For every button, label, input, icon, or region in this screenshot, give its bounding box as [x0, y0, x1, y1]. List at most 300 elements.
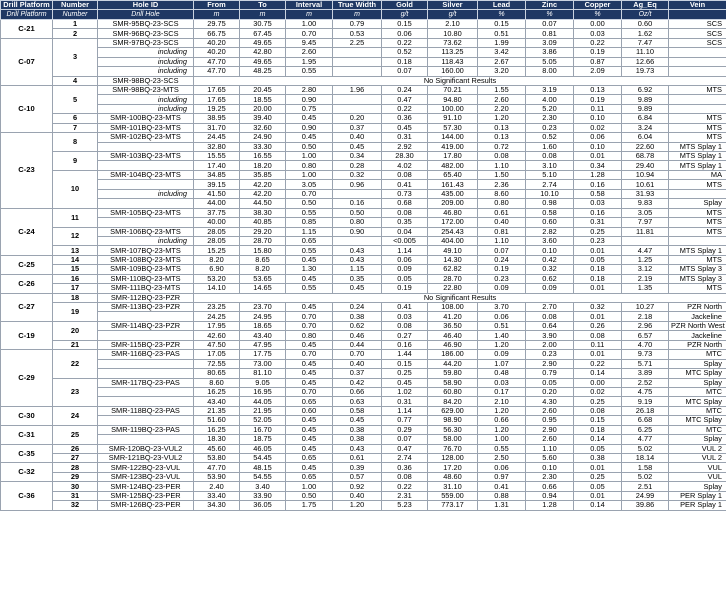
cell-vein: Splay	[669, 482, 726, 491]
cell-copper: 0.18	[574, 425, 622, 434]
cell-hole-id: SMR-108BQ-23-MTS	[98, 255, 194, 264]
cell-silver: 36.50	[428, 321, 478, 330]
cell-hole-id: SMR-113BQ-23-PZR	[98, 303, 194, 312]
cell-number: 8	[53, 133, 98, 152]
cell-ag-eq: 10.27	[622, 303, 669, 312]
cell-silver: 49.10	[428, 246, 478, 255]
cell-interval: 0.45	[286, 463, 333, 472]
table-row	[1, 491, 726, 500]
table-row	[1, 435, 726, 444]
cell-to: 42.20	[240, 189, 286, 198]
cell-copper: 0.11	[574, 340, 622, 349]
cell-copper: 0.31	[574, 218, 622, 227]
cell-copper: 0.10	[574, 142, 622, 151]
cell-hole-id	[98, 397, 194, 406]
cell-vein: Splay	[669, 359, 726, 368]
col-header-number: Number	[53, 1, 98, 10]
cell-ag-eq: 6.92	[622, 85, 669, 94]
cell-copper: 0.22	[574, 38, 622, 47]
results-body	[1, 19, 726, 510]
cell-zinc: 8.00	[526, 67, 574, 76]
cell-zinc: 0.10	[526, 246, 574, 255]
cell-lead: 0.09	[478, 284, 526, 293]
cell-hole-id: SMR-96BQ-23-SCS	[98, 29, 194, 38]
cell-zinc: 0.62	[526, 274, 574, 283]
unit-gold: g/t	[382, 10, 428, 19]
cell-copper: 0.14	[574, 501, 622, 510]
cell-gold: 0.22	[382, 104, 428, 113]
cell-true-width: 0.43	[333, 444, 382, 453]
cell-gold: 0.08	[382, 208, 428, 217]
cell-gold: 0.08	[382, 472, 428, 481]
cell-from: 17.65	[194, 95, 240, 104]
cell-hole-id: SMR-119BQ-23-PAS	[98, 425, 194, 434]
cell-hole-id	[98, 369, 194, 378]
cell-interval: 0.45	[286, 255, 333, 264]
cell-gold: 0.47	[382, 95, 428, 104]
cell-silver: 65.40	[428, 170, 478, 179]
table-row	[1, 161, 726, 170]
cell-number: 31	[53, 491, 98, 500]
cell-lead: 1.07	[478, 359, 526, 368]
cell-silver: 209.00	[428, 199, 478, 208]
cell-gold: 28.30	[382, 152, 428, 161]
cell-to: 42.20	[240, 180, 286, 189]
cell-silver: 56.30	[428, 425, 478, 434]
cell-true-width	[333, 104, 382, 113]
cell-true-width: 0.38	[333, 425, 382, 434]
cell-to: 20.45	[240, 85, 286, 94]
cell-silver: 58.00	[428, 435, 478, 444]
cell-interval: 0.45	[286, 435, 333, 444]
cell-from: 53.80	[194, 454, 240, 463]
cell-zinc: 2.60	[526, 435, 574, 444]
cell-zinc: 0.09	[526, 284, 574, 293]
cell-number: 20	[53, 321, 98, 340]
cell-from: 31.70	[194, 123, 240, 132]
cell-true-width	[333, 48, 382, 57]
cell-true-width: 0.28	[333, 161, 382, 170]
cell-ag-eq: 11.10	[622, 48, 669, 57]
cell-from: 47.70	[194, 463, 240, 472]
cell-hole-id: including	[98, 57, 194, 66]
table-row	[1, 29, 726, 38]
cell-copper: 0.32	[574, 303, 622, 312]
cell-zinc: 2.90	[526, 425, 574, 434]
cell-drill-platform: C-24	[1, 208, 53, 255]
cell-ag-eq: 5.71	[622, 359, 669, 368]
cell-lead: 0.06	[478, 312, 526, 321]
unit-zinc: %	[526, 10, 574, 19]
cell-vein	[669, 236, 726, 245]
cell-drill-platform: C-30	[1, 406, 53, 425]
cell-vein: MTC	[669, 350, 726, 359]
cell-from: 24.25	[194, 312, 240, 321]
cell-from: 34.30	[194, 501, 240, 510]
cell-gold: 0.45	[382, 123, 428, 132]
cell-silver: 161.43	[428, 180, 478, 189]
cell-drill-platform: C-07	[1, 38, 53, 85]
col-header-from: From	[194, 1, 240, 10]
cell-copper: 0.03	[574, 29, 622, 38]
unit-vein	[669, 10, 726, 19]
cell-hole-id	[98, 435, 194, 444]
cell-zinc: 5.20	[526, 104, 574, 113]
cell-hole-id: SMR-111BQ-23-MTS	[98, 284, 194, 293]
cell-vein	[669, 104, 726, 113]
cell-true-width: 0.40	[333, 133, 382, 142]
cell-copper: 0.25	[574, 227, 622, 236]
cell-to: 48.15	[240, 463, 286, 472]
table-row	[1, 293, 726, 302]
cell-true-width: 0.53	[333, 29, 382, 38]
cell-copper: 0.08	[574, 406, 622, 415]
cell-hole-id: SMR-106BQ-23-MTS	[98, 227, 194, 236]
cell-zinc: 5.10	[526, 170, 574, 179]
cell-gold: 0.05	[382, 274, 428, 283]
cell-from: 8.60	[194, 378, 240, 387]
table-row	[1, 444, 726, 453]
cell-copper: 0.05	[574, 255, 622, 264]
cell-lead: 1.10	[478, 161, 526, 170]
cell-drill-platform: C-25	[1, 255, 53, 274]
col-header-vein: Vein	[669, 1, 726, 10]
cell-interval: 0.50	[286, 199, 333, 208]
cell-lead: 1.99	[478, 38, 526, 47]
cell-hole-id	[98, 331, 194, 340]
cell-true-width: 0.58	[333, 406, 382, 415]
cell-vein: Splay	[669, 199, 726, 208]
cell-from: 32.80	[194, 142, 240, 151]
cell-to: 16.70	[240, 425, 286, 434]
cell-gold: 0.68	[382, 199, 428, 208]
table-row	[1, 425, 726, 434]
cell-lead: 2.20	[478, 104, 526, 113]
cell-ag-eq: 3.05	[622, 208, 669, 217]
cell-vein: MTS	[669, 133, 726, 142]
cell-vein: MTS	[669, 180, 726, 189]
table-row	[1, 199, 726, 208]
cell-vein: SCS	[669, 38, 726, 47]
table-row	[1, 48, 726, 57]
cell-hole-id: SMR-100BQ-23-MTS	[98, 114, 194, 123]
cell-vein: SCS	[669, 19, 726, 28]
cell-silver: 118.43	[428, 57, 478, 66]
cell-vein: MTS	[669, 114, 726, 123]
cell-interval: 0.50	[286, 142, 333, 151]
cell-from: 14.10	[194, 284, 240, 293]
table-row	[1, 76, 726, 85]
cell-hole-id: SMR-121BQ-23-VUL2	[98, 454, 194, 463]
cell-zinc: 5.60	[526, 454, 574, 463]
cell-silver: 84.20	[428, 397, 478, 406]
cell-gold: 0.15	[382, 19, 428, 28]
cell-true-width: 0.39	[333, 463, 382, 472]
cell-lead: 0.13	[478, 123, 526, 132]
cell-copper: 0.01	[574, 152, 622, 161]
cell-lead: 0.08	[478, 152, 526, 161]
cell-gold: 0.36	[382, 463, 428, 472]
cell-interval: 0.50	[286, 491, 333, 500]
cell-zinc: 1.28	[526, 501, 574, 510]
cell-ag-eq: 26.18	[622, 406, 669, 415]
cell-interval: 0.65	[286, 397, 333, 406]
table-row	[1, 416, 726, 425]
cell-interval: 0.70	[286, 312, 333, 321]
cell-silver: 404.00	[428, 236, 478, 245]
cell-lead: 0.40	[478, 218, 526, 227]
cell-ag-eq: 3.89	[622, 369, 669, 378]
cell-ag-eq: 19.73	[622, 67, 669, 76]
cell-to: 8.20	[240, 265, 286, 274]
cell-to: 28.70	[240, 236, 286, 245]
cell-vein	[669, 57, 726, 66]
cell-gold: 1.14	[382, 246, 428, 255]
cell-lead: 0.97	[478, 472, 526, 481]
cell-hole-id: including	[98, 236, 194, 245]
cell-hole-id: SMR-120BQ-23-VUL2	[98, 444, 194, 453]
cell-lead: 3.70	[478, 303, 526, 312]
cell-silver: 46.40	[428, 331, 478, 340]
cell-ag-eq: 22.60	[622, 142, 669, 151]
table-row	[1, 38, 726, 47]
cell-hole-id	[98, 218, 194, 227]
cell-drill-platform: C-36	[1, 482, 53, 510]
subheader-number: Number	[53, 10, 98, 19]
cell-silver: 41.20	[428, 312, 478, 321]
cell-from: 47.70	[194, 67, 240, 76]
cell-interval: 2.60	[286, 48, 333, 57]
cell-to: 49.65	[240, 38, 286, 47]
cell-true-width: 0.16	[333, 199, 382, 208]
cell-lead: 0.55	[478, 444, 526, 453]
cell-gold: 0.35	[382, 218, 428, 227]
cell-copper: 0.01	[574, 312, 622, 321]
cell-copper: 0.00	[574, 378, 622, 387]
cell-zinc: 0.08	[526, 152, 574, 161]
cell-gold: 0.41	[382, 180, 428, 189]
cell-ag-eq: 10.94	[622, 170, 669, 179]
cell-true-width: 0.44	[333, 340, 382, 349]
unit-from: m	[194, 10, 240, 19]
cell-gold: 2.92	[382, 142, 428, 151]
table-row	[1, 369, 726, 378]
cell-true-width: 0.79	[333, 19, 382, 28]
cell-from: 23.25	[194, 303, 240, 312]
cell-lead: 0.48	[478, 369, 526, 378]
cell-ag-eq: 5.02	[622, 472, 669, 481]
cell-zinc: 2.30	[526, 472, 574, 481]
cell-gold: <0.005	[382, 236, 428, 245]
cell-true-width: 0.80	[333, 218, 382, 227]
cell-from: 40.00	[194, 218, 240, 227]
cell-silver: 94.80	[428, 95, 478, 104]
cell-vein: Jackeline	[669, 312, 726, 321]
cell-drill-platform: C-32	[1, 463, 53, 482]
cell-copper: 1.28	[574, 170, 622, 179]
cell-copper: 0.22	[574, 359, 622, 368]
cell-copper: 0.25	[574, 472, 622, 481]
cell-ag-eq: 4.47	[622, 246, 669, 255]
cell-to: 39.40	[240, 114, 286, 123]
cell-from: 17.05	[194, 350, 240, 359]
cell-true-width: 1.15	[333, 265, 382, 274]
cell-to: 52.05	[240, 416, 286, 425]
cell-no-significant-results: No Significant Results	[194, 293, 726, 302]
cell-hole-id: SMR-117BQ-23-PAS	[98, 378, 194, 387]
cell-number: 1	[53, 19, 98, 28]
cell-interval: 0.65	[286, 472, 333, 481]
cell-hole-id: SMR-116BQ-23-PAS	[98, 350, 194, 359]
cell-number: 22	[53, 350, 98, 378]
cell-gold: 0.52	[382, 48, 428, 57]
cell-zinc: 1.60	[526, 142, 574, 151]
cell-hole-id: SMR-123BQ-23-VUL	[98, 472, 194, 481]
cell-true-width: 0.24	[333, 303, 382, 312]
table-row	[1, 397, 726, 406]
cell-gold: 1.44	[382, 350, 428, 359]
cell-hole-id: SMR-109BQ-23-MTS	[98, 265, 194, 274]
cell-gold: 0.16	[382, 340, 428, 349]
cell-hole-id	[98, 359, 194, 368]
cell-ag-eq: 3.12	[622, 265, 669, 274]
cell-gold: 0.25	[382, 369, 428, 378]
cell-ag-eq: 1.58	[622, 463, 669, 472]
cell-lead: 0.51	[478, 321, 526, 330]
cell-from: 51.60	[194, 416, 240, 425]
table-row	[1, 331, 726, 340]
cell-to: 18.75	[240, 435, 286, 444]
unit-copper: %	[574, 10, 622, 19]
cell-to: 36.05	[240, 501, 286, 510]
cell-interval: 0.90	[286, 95, 333, 104]
cell-to: 81.10	[240, 369, 286, 378]
cell-zinc: 10.10	[526, 189, 574, 198]
cell-drill-platform: C-10	[1, 85, 53, 132]
cell-copper: 0.08	[574, 331, 622, 340]
cell-ag-eq: 10.61	[622, 180, 669, 189]
cell-copper: 0.01	[574, 491, 622, 500]
cell-ag-eq: 31.93	[622, 189, 669, 198]
cell-number: 19	[53, 303, 98, 322]
cell-hole-id: SMR-110BQ-23-MTS	[98, 274, 194, 283]
cell-vein: VUL 2	[669, 444, 726, 453]
cell-lead: 1.00	[478, 435, 526, 444]
cell-copper: 0.87	[574, 57, 622, 66]
cell-true-width: 0.35	[333, 274, 382, 283]
cell-silver: 2.10	[428, 19, 478, 28]
cell-zinc: 4.00	[526, 95, 574, 104]
cell-hole-id: SMR-125BQ-23-PER	[98, 491, 194, 500]
table-row	[1, 255, 726, 264]
cell-gold: 2.31	[382, 491, 428, 500]
cell-ag-eq: 12.66	[622, 57, 669, 66]
cell-interval: 1.75	[286, 501, 333, 510]
cell-copper: 0.10	[574, 114, 622, 123]
cell-ag-eq: 6.84	[622, 114, 669, 123]
subheader-drill-platform: Drill Platform	[1, 10, 53, 19]
cell-vein: MTS Splay 1	[669, 152, 726, 161]
cell-from: 38.95	[194, 114, 240, 123]
cell-to: 16.95	[240, 387, 286, 396]
cell-lead: 0.09	[478, 350, 526, 359]
cell-from: 43.40	[194, 397, 240, 406]
cell-to: 33.90	[240, 491, 286, 500]
cell-hole-id: SMR-103BQ-23-MTS	[98, 152, 194, 161]
cell-copper: 0.19	[574, 95, 622, 104]
cell-copper: 0.19	[574, 48, 622, 57]
cell-hole-id: SMR-118BQ-23-PAS	[98, 406, 194, 415]
cell-number: 11	[53, 208, 98, 227]
cell-gold: 0.73	[382, 189, 428, 198]
cell-gold: 0.06	[382, 255, 428, 264]
cell-hole-id	[98, 161, 194, 170]
cell-hole-id: SMR-112BQ-23-PZR	[98, 293, 194, 302]
cell-zinc: 0.52	[526, 133, 574, 142]
cell-zinc: 0.66	[526, 482, 574, 491]
cell-true-width	[333, 95, 382, 104]
cell-vein: PZR North West	[669, 321, 726, 330]
col-header-to: To	[240, 1, 286, 10]
cell-copper: 0.01	[574, 350, 622, 359]
cell-interval: 0.55	[286, 208, 333, 217]
cell-lead: 0.80	[478, 199, 526, 208]
cell-ag-eq: 0.60	[622, 19, 669, 28]
cell-vein: VUL	[669, 472, 726, 481]
cell-vein	[669, 189, 726, 198]
cell-zinc: 0.58	[526, 208, 574, 217]
cell-interval: 0.70	[286, 29, 333, 38]
cell-true-width: 0.38	[333, 435, 382, 444]
cell-zinc: 2.90	[526, 359, 574, 368]
cell-number: 3	[53, 38, 98, 76]
cell-zinc: 0.20	[526, 387, 574, 396]
table-row	[1, 133, 726, 142]
cell-lead: 2.67	[478, 57, 526, 66]
cell-true-width: 0.45	[333, 142, 382, 151]
unit-interval: m	[286, 10, 333, 19]
cell-from: 47.70	[194, 57, 240, 66]
cell-zinc: 4.30	[526, 397, 574, 406]
cell-lead: 0.19	[478, 265, 526, 274]
cell-copper: 0.11	[574, 104, 622, 113]
cell-zinc: 3.60	[526, 236, 574, 245]
cell-ag-eq: 24.99	[622, 491, 669, 500]
cell-from: 28.05	[194, 227, 240, 236]
cell-zinc: 0.79	[526, 369, 574, 378]
cell-ag-eq: 4.70	[622, 340, 669, 349]
cell-true-width: 1.20	[333, 501, 382, 510]
cell-true-width: 0.43	[333, 246, 382, 255]
cell-gold: 0.31	[382, 397, 428, 406]
cell-from: 44.00	[194, 199, 240, 208]
cell-true-width: 0.66	[333, 387, 382, 396]
cell-silver: 76.70	[428, 444, 478, 453]
cell-true-width: 1.96	[333, 85, 382, 94]
cell-zinc: 0.42	[526, 255, 574, 264]
cell-number: 24	[53, 406, 98, 425]
cell-interval: 0.70	[286, 350, 333, 359]
cell-vein: MTS Splay 3	[669, 274, 726, 283]
cell-true-width	[333, 67, 382, 76]
cell-copper: 0.34	[574, 161, 622, 170]
cell-zinc: 3.86	[526, 48, 574, 57]
cell-number: 26	[53, 444, 98, 453]
cell-vein: MTS	[669, 85, 726, 94]
cell-gold: 0.31	[382, 133, 428, 142]
cell-ag-eq: 6.25	[622, 425, 669, 434]
cell-to: 17.75	[240, 350, 286, 359]
